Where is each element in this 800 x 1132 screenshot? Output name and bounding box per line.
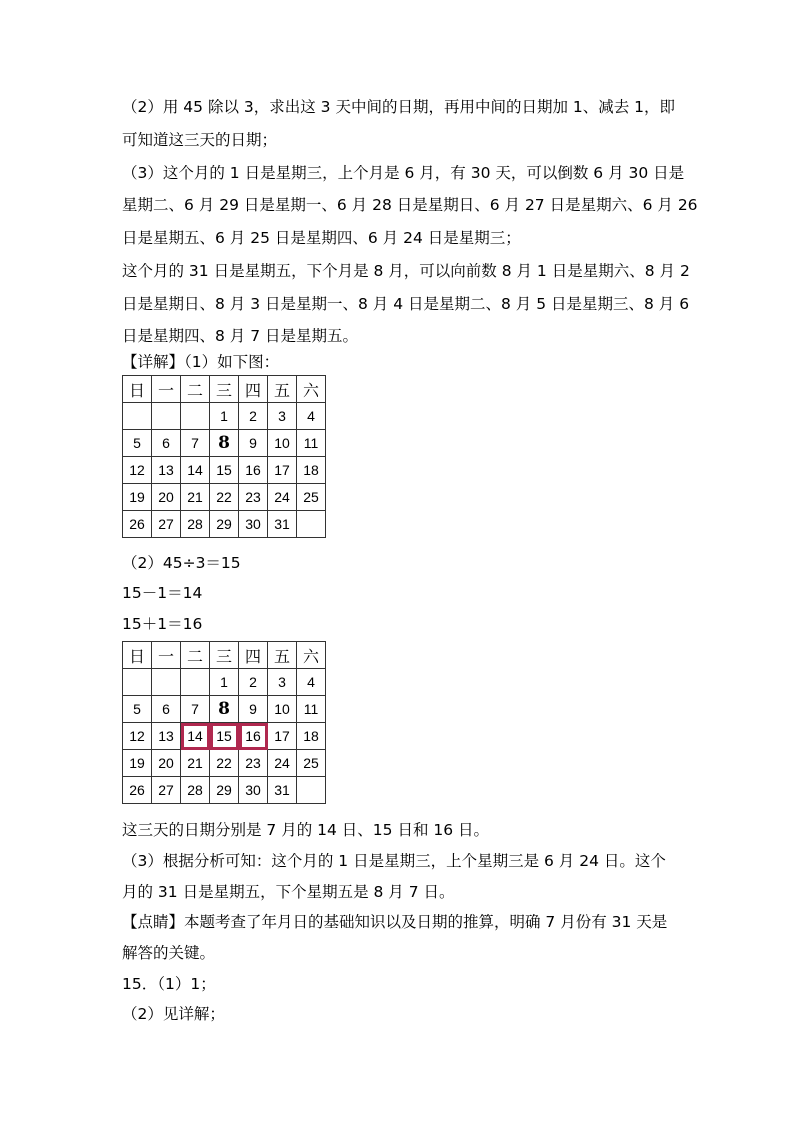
calendar-day-cell: 2 (239, 403, 268, 430)
calendar-day-cell: 4 (297, 669, 326, 696)
text-line: （2）用 45 除以 3，求出这 3 天中间的日期，再用中间的日期加 1、减去 1，即 (122, 98, 676, 116)
calendar-day-cell: 26 (123, 777, 152, 804)
calendar-day-cell: 18 (297, 723, 326, 750)
calendar-day-cell: 26 (123, 511, 152, 538)
calendar-row (123, 430, 326, 457)
calendar-day-cell: 20 (152, 750, 181, 777)
calendar-day-cell: 15 (210, 457, 239, 484)
calendar-row (123, 457, 326, 484)
calendar-row (123, 511, 326, 538)
calendar-day-cell: 9 (239, 430, 268, 457)
calendar-day-cell (123, 403, 152, 430)
calendar-day-cell: 22 (210, 750, 239, 777)
calendar-day-cell (181, 669, 210, 696)
calendar-day-cell: 9 (239, 696, 268, 723)
calendar-day-cell: 16 (239, 457, 268, 484)
calendar-day-cell (297, 511, 326, 538)
calendar-day-cell: 14 (181, 457, 210, 484)
calendar-row (123, 484, 326, 511)
calendar-day-cell: 7 (181, 696, 210, 723)
calendar-header-cell: 日 (123, 376, 152, 403)
calendar-day-cell: 13 (152, 723, 181, 750)
calendar-header-cell: 三 (210, 642, 239, 669)
calendar-day-cell (152, 669, 181, 696)
calendar-day-cell: 28 (181, 777, 210, 804)
calendar-day-cell: 2 (239, 669, 268, 696)
calendar-day-cell: 23 (239, 484, 268, 511)
calendar-day-cell: 25 (297, 484, 326, 511)
calendar-day-cell: 19 (123, 484, 152, 511)
calendar-day-cell: 21 (181, 750, 210, 777)
calendar-header-row (123, 376, 326, 403)
text-line: （2）见详解； (122, 1005, 225, 1023)
calendar-header-cell: 五 (268, 376, 297, 403)
calendar-day-cell: 31 (268, 777, 297, 804)
calendar-table-1 (122, 375, 326, 538)
calendar-header-row (123, 642, 326, 669)
calendar-day-cell: 10 (268, 696, 297, 723)
calendar-row (123, 777, 326, 804)
calendar-day-cell: 29 (210, 511, 239, 538)
text-line: 解答的关键。 (122, 944, 216, 962)
calendar-day-cell: 22 (210, 484, 239, 511)
calendar-day-cell: 1 (210, 403, 239, 430)
text-line: 15．（1）1； (122, 975, 216, 993)
calendar-day-cell: 3 (268, 669, 297, 696)
calendar-row (123, 696, 326, 723)
text-line: 日是星期四、8 月 7 日是星期五。 (122, 327, 359, 345)
calendar-header-cell: 六 (297, 376, 326, 403)
calendar-day-cell (181, 403, 210, 430)
calendar-day-cell: 24 (268, 750, 297, 777)
text-line: 日是星期五、6 月 25 日是星期四、6 月 24 日是星期三； (122, 229, 521, 247)
text-line: 这三天的日期分别是 7 月的 14 日、15 日和 16 日。 (122, 821, 490, 839)
calendar-day-cell: 8 (210, 696, 239, 723)
calendar-day-cell: 13 (152, 457, 181, 484)
calendar-day-cell: 21 (181, 484, 210, 511)
text-line: 星期二、6 月 29 日是星期一、6 月 28 日是星期日、6 月 27 日是星期六、6 月 26 (122, 196, 698, 214)
calendar-day-cell: 1 (210, 669, 239, 696)
calendar-day-cell: 5 (123, 696, 152, 723)
calendar-day-cell: 29 (210, 777, 239, 804)
calendar-day-cell (123, 669, 152, 696)
text-line: 月的 31 日是星期五，下个星期五是 8 月 7 日。 (122, 883, 455, 901)
calendar-day-cell: 20 (152, 484, 181, 511)
calendar-day-cell: 5 (123, 430, 152, 457)
calendar-header-cell: 四 (239, 642, 268, 669)
calendar-table-2 (122, 641, 326, 804)
calendar-day-cell: 17 (268, 723, 297, 750)
calendar-day-cell: 24 (268, 484, 297, 511)
calc-line: （2）45÷3＝15 (122, 554, 241, 572)
calendar-day-cell: 12 (123, 457, 152, 484)
calendar-header-cell: 五 (268, 642, 297, 669)
calc-line: 15－1＝14 (122, 584, 203, 602)
calendar-header-cell: 六 (297, 642, 326, 669)
calendar-day-cell: 12 (123, 723, 152, 750)
text-line: 可知道这三天的日期； (122, 131, 278, 149)
calendar-day-cell: 19 (123, 750, 152, 777)
calendar-row (123, 723, 326, 750)
calendar-day-cell: 11 (297, 696, 326, 723)
calendar-row (123, 669, 326, 696)
calendar-header-cell: 四 (239, 376, 268, 403)
calendar-day-cell: 4 (297, 403, 326, 430)
section-heading: 【详解】（1）如下图： (122, 353, 280, 371)
text-line: 这个月的 31 日是星期五，下个月是 8 月，可以向前数 8 月 1 日是星期六、8 月 2 (122, 262, 690, 280)
text-line: 日是星期日、8 月 3 日是星期一、8 月 4 日是星期二、8 月 5 日是星期三、8 月 6 (122, 295, 690, 313)
calendar-day-cell: 3 (268, 403, 297, 430)
calendar-day-cell: 11 (297, 430, 326, 457)
calendar-day-cell (152, 403, 181, 430)
calendar-day-cell: 31 (268, 511, 297, 538)
text-line: 【点睛】本题考查了年月日的基础知识以及日期的推算，明确 7 月份有 31 天是 (122, 913, 668, 931)
calendar-day-cell-highlighted: 14 (181, 723, 210, 750)
calendar-day-cell: 27 (152, 777, 181, 804)
calendar-row (123, 403, 326, 430)
calendar-day-cell: 23 (239, 750, 268, 777)
calendar-day-cell: 17 (268, 457, 297, 484)
text-line: （3）这个月的 1 日是星期三，上个月是 6 月，有 30 天，可以倒数 6 月 30 日是 (122, 164, 685, 182)
calendar-day-cell: 30 (239, 777, 268, 804)
calendar-day-cell: 30 (239, 511, 268, 538)
calendar-day-cell (297, 777, 326, 804)
calendar-day-cell-highlighted: 15 (210, 723, 239, 750)
calendar-day-cell: 7 (181, 430, 210, 457)
calendar-day-cell: 6 (152, 696, 181, 723)
calendar-header-cell: 二 (181, 642, 210, 669)
calendar-header-cell: 一 (152, 642, 181, 669)
calendar-day-cell-highlighted: 16 (239, 723, 268, 750)
calendar-day-cell: 18 (297, 457, 326, 484)
calendar-day-cell: 27 (152, 511, 181, 538)
calendar-day-cell: 28 (181, 511, 210, 538)
calendar-day-cell: 25 (297, 750, 326, 777)
calendar-header-cell: 日 (123, 642, 152, 669)
calendar-header-cell: 三 (210, 376, 239, 403)
calendar-day-cell: 8 (210, 430, 239, 457)
text-line: （3）根据分析可知：这个月的 1 日是星期三，上个星期三是 6 月 24 日。这个 (122, 852, 666, 870)
calc-line: 15＋1＝16 (122, 615, 203, 633)
calendar-row (123, 750, 326, 777)
calendar-header-cell: 一 (152, 376, 181, 403)
calendar-day-cell: 6 (152, 430, 181, 457)
calendar-day-cell: 10 (268, 430, 297, 457)
calendar-header-cell: 二 (181, 376, 210, 403)
